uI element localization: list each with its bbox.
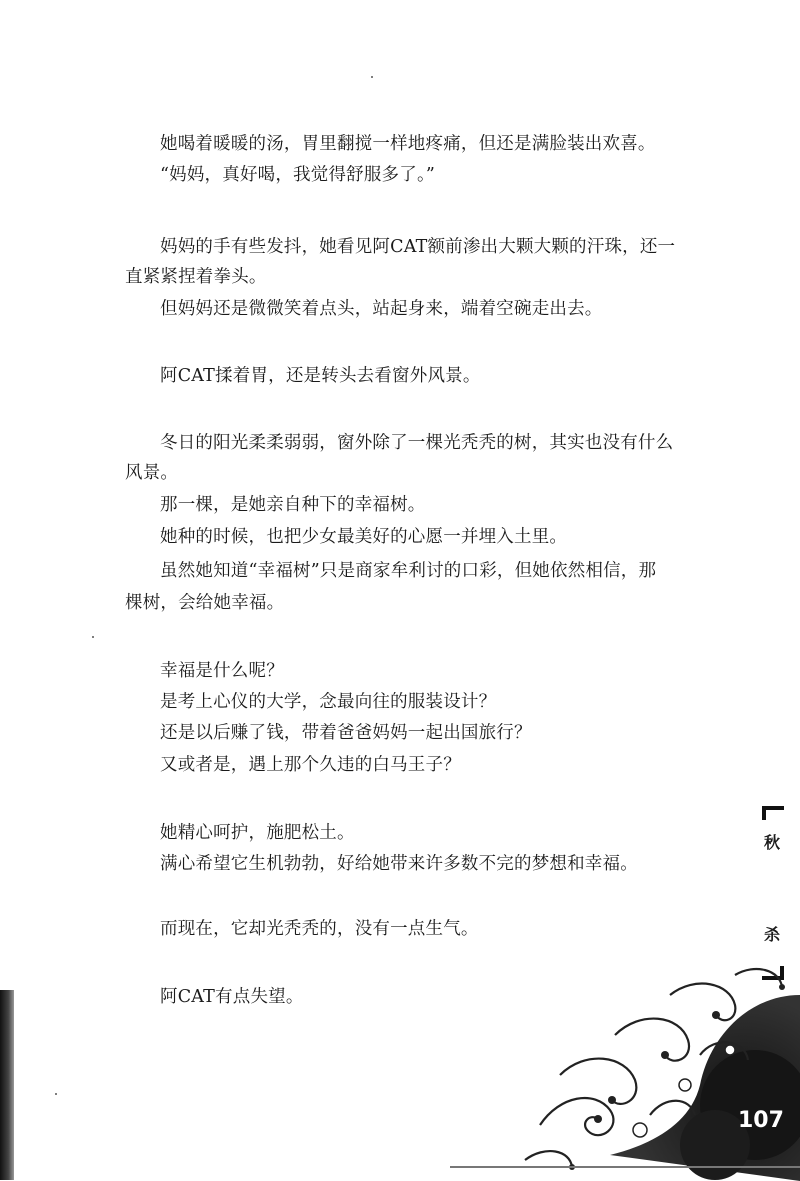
scan-speck	[92, 636, 94, 638]
text-line: 满心希望它生机勃勃，好给她带来许多数不完的梦想和幸福。	[160, 854, 638, 874]
text-line: 那一棵，是她亲自种下的幸福树。	[160, 495, 426, 515]
text-line: 阿CAT揉着胃，还是转头去看窗外风景。	[160, 366, 481, 386]
page-number: 107	[738, 1108, 784, 1133]
text-line: 阿CAT有点失望。	[160, 987, 304, 1007]
text-line: 虽然她知道“幸福树”只是商家牟利讨的口彩，但她依然相信，那	[160, 561, 657, 581]
text-line: “妈妈，真好喝，我觉得舒服多了。”	[160, 165, 436, 185]
text-line: 棵树，会给她幸福。	[125, 593, 285, 613]
scan-speck	[371, 76, 373, 78]
bottom-rule	[450, 1166, 800, 1168]
page-edge-shadow	[0, 990, 14, 1180]
text-line: 又或者是，遇上那个久违的白马王子？	[160, 755, 461, 775]
text-line: 而现在，它却光秃秃的，没有一点生气。	[160, 919, 479, 939]
text-line: 但妈妈还是微微笑着点头，站起身来，端着空碗走出去。	[160, 299, 603, 319]
text-line: 还是以后赚了钱，带着爸爸妈妈一起出国旅行？	[160, 723, 532, 743]
text-line: 她精心呵护，施肥松土。	[160, 823, 355, 843]
text-line: 直紧紧捏着拳头。	[125, 267, 267, 287]
side-title-char: 秋	[763, 833, 780, 852]
title-bracket-top	[762, 806, 784, 820]
text-line: 妈妈的手有些发抖，她看见阿CAT额前渗出大颗大颗的汗珠，还一	[160, 237, 676, 257]
text-line: 风景。	[125, 463, 179, 483]
side-title-char: 杀	[763, 925, 780, 944]
text-line: 冬日的阳光柔柔弱弱，窗外除了一棵光秃秃的树，其实也没有什么	[160, 433, 674, 453]
text-line: 幸福是什么呢？	[160, 661, 284, 681]
text-line: 她种的时候，也把少女最美好的心愿一并埋入土里。	[160, 527, 568, 547]
text-line: 她喝着暖暖的汤，胃里翻搅一样地疼痛，但还是满脸装出欢喜。	[160, 134, 656, 154]
scan-speck	[55, 1093, 57, 1095]
text-line: 是考上心仪的大学，念最向往的服装设计？	[160, 692, 497, 712]
swirl-ornament-icon	[500, 955, 800, 1181]
